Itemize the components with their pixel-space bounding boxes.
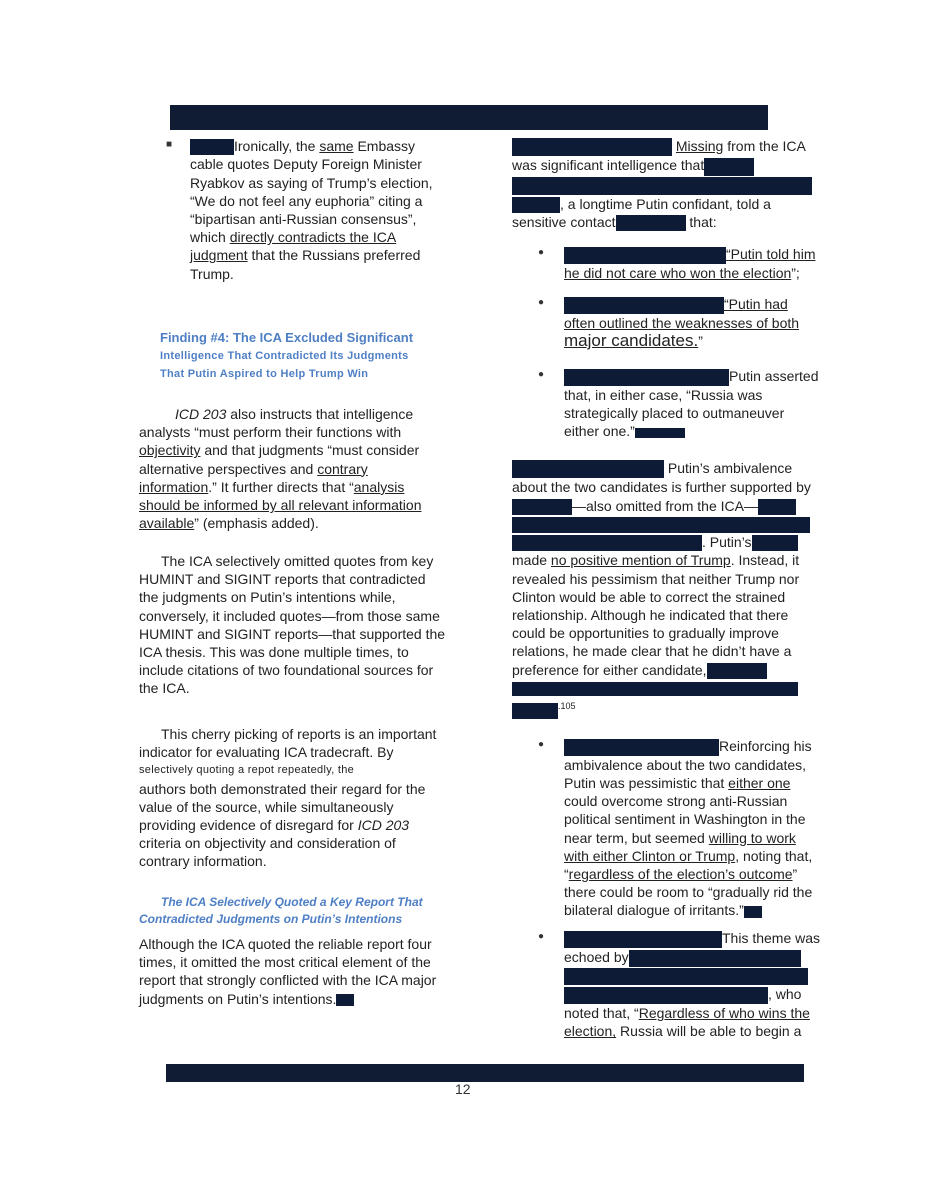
redaction-block [707, 663, 767, 679]
right-bullet-3: Putin asserted that, in either case, “Russia was strategically placed to outmaneuver either one.” [564, 368, 819, 440]
redaction-block [512, 197, 560, 213]
redaction-block [512, 517, 810, 533]
redaction-block [512, 703, 558, 719]
redaction-block [564, 739, 719, 756]
right-para-1: Missing from the ICA was significant intelligence that , a longtime Putin confidant, told a sensitive contact that: [512, 137, 822, 231]
redaction-block [564, 931, 722, 948]
redaction-block [564, 369, 729, 386]
redaction-block [616, 215, 686, 231]
redaction-block [629, 950, 801, 967]
bullet-marker: ● [538, 247, 545, 258]
redaction-block [752, 535, 798, 551]
right-para-2: Putin’s ambivalence about the two candidates is further supported by —also omitted from the ICA— . Putin’s made no positive mention of Trump. Instead, it revealed his pessimism that neither Trump nor Clinton would be able to correct the strained relationship. Although he indicated that there could be opportunities to gradually improve relations, he made clear that he didn’t have a preference for either candidate, $^{.105}$ [512, 459, 837, 719]
redaction-block [512, 460, 664, 478]
finding-heading: Finding #4: The ICA Excluded Significant Intelligence That Contradicted Its Judgments That Putin Aspired to Help Trump Win [160, 330, 414, 380]
redaction-block [564, 968, 808, 985]
redaction-block [512, 682, 798, 696]
redaction-block [635, 428, 685, 438]
right-bullet-4: Reinforcing his ambivalence about the two candidates, Putin was pessimistic that either one could overcome strong anti-Russian political sentiment in Washington in the near term, but seemed willing to work with either Clinton or Trump, noting that, “regardless of the election’s outcome” there could be room to “gradually rid the bilateral dialogue of irritants.” [564, 738, 813, 919]
redaction-block [744, 906, 762, 918]
right-bullet-1: “Putin told him he did not care who won the election”; [564, 246, 816, 281]
redaction-header-bar [170, 105, 768, 130]
bullet-marker: ● [538, 739, 545, 750]
left-para-3: This cherry picking of reports is an important indicator for evaluating ICA tradecraft. By selectively quoting a repot repeatedly, the authors both demonstrated their regard for the value of the source, while simultaneously providing evidence of disregard for ICD 203 criteria on objectivity and consideration of contrary information. [139, 726, 437, 870]
redaction-block [512, 177, 812, 195]
bullet-marker: ● [538, 931, 545, 942]
left-para-4: Although the ICA quoted the reliable report four times, it omitted the most critical element of the report that strongly conflicted with the ICA major judgments on Putin’s intentions. [139, 936, 437, 1007]
right-bullet-5: This theme was echoed by , who noted that, “Regardless of who wins the election, Russia will be able to begin a [564, 930, 821, 1040]
redaction-block [564, 987, 768, 1004]
redaction-block [512, 535, 702, 551]
redaction-block [190, 139, 234, 155]
redaction-block [758, 499, 796, 515]
left-para-1: ICD 203 also instructs that intelligence analysts “must perform their functions with objectivity and that judgments “must consider alternative perspectives and contrary information.” It further directs that “analysis should be informed by all relevant information available” (emphasis added). [139, 406, 422, 532]
bullet-marker: ● [538, 369, 545, 380]
redaction-block [512, 499, 572, 515]
left-para-2: The ICA selectively omitted quotes from key HUMINT and SIGINT reports that contradicted the judgments on Putin’s intentions while, conversely, it included quotes—from those same HUMINT and SIGINT reports—that supported the ICA thesis. This was done multiple times, to include citations of two foundational sources for the ICA. [139, 553, 446, 697]
page-number: 12 [455, 1081, 471, 1097]
redaction-block [336, 994, 354, 1006]
redaction-block [564, 247, 726, 264]
left-bullet-1: Ironically, the same Embassy cable quotes Deputy Foreign Minister Ryabkov as saying of Trump’s election, “We do not feel any euphoria” citing a “bipartisan anti-Russian consensus”, which directly contradicts the ICA judgment that the Russians preferred Trump. [190, 138, 433, 282]
redaction-footer-bar [166, 1064, 804, 1082]
right-bullet-2: “Putin had often outlined the weaknesses of both major candidates.” [564, 296, 800, 350]
redaction-block [704, 158, 754, 176]
redaction-block [512, 138, 672, 156]
footnote-ref: .105 [558, 701, 576, 712]
subheading: The ICA Selectively Quoted a Key Report That Contradicted Judgments on Putin’s Intentions [139, 895, 423, 926]
bullet-marker: ● [538, 297, 545, 308]
bullet-marker: ■ [166, 139, 173, 150]
redaction-block [564, 297, 724, 314]
